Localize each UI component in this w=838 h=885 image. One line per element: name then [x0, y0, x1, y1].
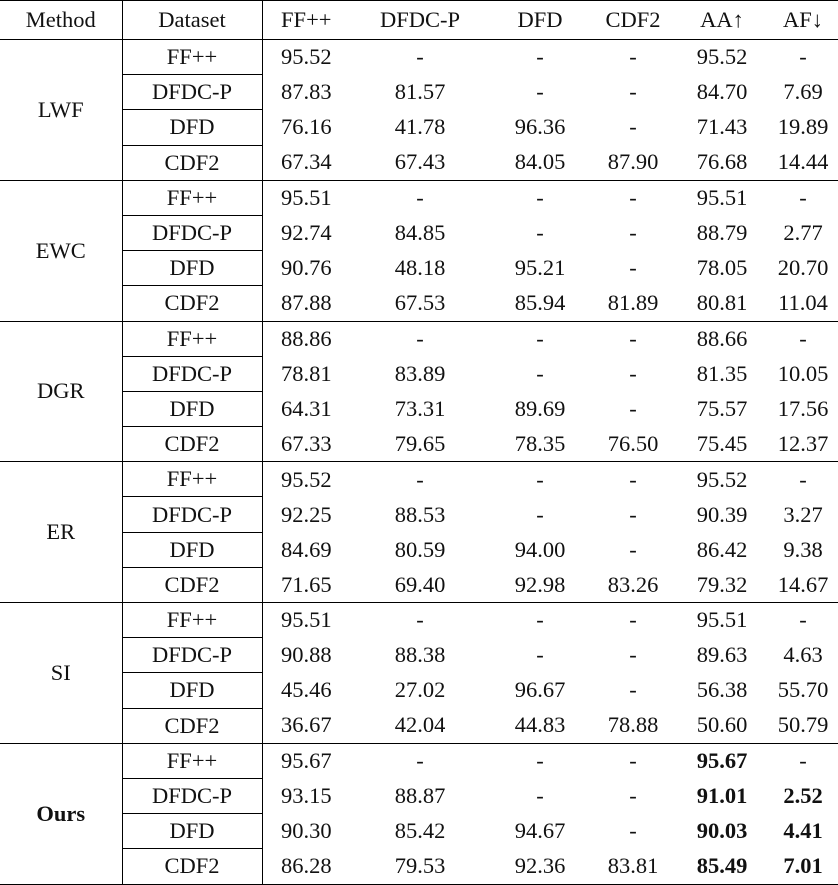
cell-cdf2: -	[629, 360, 637, 386]
cell-cdf2: -	[629, 642, 637, 668]
cell-aa: 75.57	[696, 395, 748, 421]
cell-dfd: 92.36	[514, 853, 566, 879]
dataset-cell: CDF2	[122, 708, 262, 743]
cell-dfdc-p: 84.85	[394, 220, 446, 246]
table-header	[0, 1, 838, 40]
table-row	[0, 673, 838, 708]
cell-ffpp: 95.51	[280, 607, 332, 633]
cell-dfd: -	[536, 642, 544, 668]
cell-af: 19.89	[777, 114, 829, 140]
dataset-cell: DFDC-P	[122, 778, 262, 813]
cell-af: 20.70	[777, 255, 829, 281]
header-dfd: DFD	[517, 7, 563, 32]
table-row	[0, 251, 838, 286]
method-group	[0, 603, 838, 744]
table-row	[0, 391, 838, 426]
cell-ffpp: 90.30	[280, 818, 332, 844]
cell-cdf2: 78.88	[607, 712, 659, 738]
header-row	[0, 1, 838, 40]
cell-ffpp: 93.15	[280, 783, 332, 809]
table-row	[0, 567, 838, 602]
table-row	[0, 497, 838, 532]
cell-dfdc-p: 27.02	[394, 677, 446, 703]
cell-dfd: -	[536, 360, 544, 386]
cell-ffpp: 88.86	[280, 325, 332, 351]
cell-dfd: 85.94	[514, 290, 566, 316]
table-row	[0, 40, 838, 75]
cell-af: 17.56	[777, 395, 829, 421]
cell-ffpp: 95.67	[280, 748, 332, 774]
cell-dfd: 44.83	[514, 712, 566, 738]
cell-aa: 90.39	[696, 501, 748, 527]
cell-dfdc-p: -	[416, 185, 424, 211]
cell-af: -	[799, 607, 807, 633]
dataset-cell: DFD	[122, 251, 262, 286]
cell-af: -	[799, 748, 807, 774]
cell-af: 4.41	[783, 818, 823, 844]
cell-af: 14.44	[777, 149, 829, 175]
header-ffpp: FF++	[281, 7, 332, 32]
dataset-cell: DFD	[122, 814, 262, 849]
cell-ffpp: 90.88	[280, 642, 332, 668]
table-row	[0, 321, 838, 356]
cell-dfdc-p: 83.89	[394, 360, 446, 386]
cell-cdf2: -	[629, 748, 637, 774]
dataset-cell: DFD	[122, 110, 262, 145]
cell-dfd: 96.36	[514, 114, 566, 140]
table-row	[0, 743, 838, 778]
cell-dfdc-p: 48.18	[394, 255, 446, 281]
table-row	[0, 180, 838, 215]
table-row	[0, 638, 838, 673]
cell-dfdc-p: 80.59	[394, 536, 446, 562]
cell-af: 11.04	[778, 290, 828, 316]
method-group	[0, 40, 838, 181]
method-group	[0, 743, 838, 884]
method-cell: EWC	[0, 180, 122, 321]
cell-aa: 91.01	[696, 783, 748, 809]
dataset-cell: FF++	[122, 462, 262, 497]
cell-cdf2: -	[629, 395, 637, 421]
dataset-cell: CDF2	[122, 427, 262, 462]
cell-cdf2: -	[629, 536, 637, 562]
table-row	[0, 462, 838, 497]
cell-ffpp: 95.52	[280, 44, 332, 70]
table-row	[0, 708, 838, 743]
dataset-cell: FF++	[122, 321, 262, 356]
cell-ffpp: 67.34	[280, 149, 332, 175]
cell-aa: 95.51	[696, 185, 748, 211]
cell-ffpp: 64.31	[280, 395, 332, 421]
method-group	[0, 321, 838, 462]
table-row	[0, 603, 838, 638]
cell-cdf2: -	[629, 44, 637, 70]
cell-aa: 79.32	[696, 571, 748, 597]
cell-af: -	[799, 185, 807, 211]
header-cdf2: CDF2	[605, 7, 661, 32]
dataset-cell: DFD	[122, 673, 262, 708]
cell-af: 12.37	[777, 430, 829, 456]
cell-aa: 88.79	[696, 220, 748, 246]
cell-af: 10.05	[777, 360, 829, 386]
cell-dfd: -	[536, 748, 544, 774]
cell-ffpp: 87.83	[280, 79, 332, 105]
cell-dfd: 92.98	[514, 571, 566, 597]
table-row	[0, 814, 838, 849]
cell-aa: 84.70	[696, 79, 748, 105]
table-row	[0, 110, 838, 145]
cell-dfd: -	[536, 783, 544, 809]
cell-af: 3.27	[783, 501, 823, 527]
dataset-cell: FF++	[122, 603, 262, 638]
header-dataset: Dataset	[122, 1, 262, 40]
cell-dfd: -	[536, 220, 544, 246]
table-row	[0, 849, 838, 884]
cell-ffpp: 92.25	[280, 501, 332, 527]
cell-dfd: 89.69	[514, 395, 566, 421]
cell-dfd: -	[536, 607, 544, 633]
cell-ffpp: 36.67	[280, 712, 332, 738]
table-row	[0, 356, 838, 391]
method-cell: LWF	[0, 40, 122, 181]
cell-aa: 50.60	[696, 712, 748, 738]
method-group	[0, 180, 838, 321]
cell-af: 2.52	[783, 783, 823, 809]
cell-cdf2: -	[629, 818, 637, 844]
dataset-cell: CDF2	[122, 567, 262, 602]
cell-dfdc-p: 79.65	[394, 430, 446, 456]
cell-af: 50.79	[777, 712, 829, 738]
cell-dfd: -	[536, 501, 544, 527]
table-row	[0, 532, 838, 567]
cell-aa: 76.68	[696, 149, 748, 175]
cell-aa: 95.67	[696, 748, 748, 774]
cell-ffpp: 95.52	[280, 466, 332, 492]
dataset-cell: DFDC-P	[122, 356, 262, 391]
cell-af: 14.67	[777, 571, 829, 597]
cell-cdf2: -	[629, 466, 637, 492]
dataset-cell: DFDC-P	[122, 75, 262, 110]
cell-dfd: 78.35	[514, 430, 566, 456]
cell-dfdc-p: 73.31	[394, 395, 446, 421]
cell-cdf2: -	[629, 79, 637, 105]
cell-cdf2: 81.89	[607, 290, 659, 316]
cell-aa: 95.52	[696, 44, 748, 70]
cell-dfdc-p: 79.53	[394, 853, 446, 879]
cell-dfd: 84.05	[514, 149, 566, 175]
cell-af: -	[799, 325, 807, 351]
cell-dfd: 96.67	[514, 677, 566, 703]
cell-dfdc-p: 69.40	[394, 571, 446, 597]
cell-ffpp: 86.28	[280, 853, 332, 879]
cell-cdf2: 76.50	[607, 430, 659, 456]
cell-dfdc-p: 88.38	[394, 642, 446, 668]
header-af: AF↓	[782, 7, 823, 32]
cell-aa: 78.05	[696, 255, 748, 281]
cell-ffpp: 76.16	[280, 114, 332, 140]
cell-dfd: 95.21	[514, 255, 566, 281]
cell-af: 7.69	[783, 79, 823, 105]
cell-ffpp: 45.46	[280, 677, 332, 703]
cell-af: 4.63	[783, 642, 823, 668]
cell-cdf2: -	[629, 501, 637, 527]
cell-af: 7.01	[783, 853, 823, 879]
cell-af: -	[799, 44, 807, 70]
header-dfdc-p: DFDC-P	[379, 7, 461, 32]
dataset-cell: CDF2	[122, 145, 262, 180]
cell-af: 9.38	[783, 536, 823, 562]
cell-ffpp: 78.81	[280, 360, 332, 386]
cell-cdf2: -	[629, 220, 637, 246]
dataset-cell: FF++	[122, 40, 262, 75]
cell-cdf2: 83.81	[607, 853, 659, 879]
cell-ffpp: 95.51	[280, 185, 332, 211]
cell-cdf2: -	[629, 677, 637, 703]
cell-dfdc-p: -	[416, 466, 424, 492]
table-row	[0, 778, 838, 813]
cell-aa: 81.35	[696, 360, 748, 386]
cell-aa: 75.45	[696, 430, 748, 456]
cell-aa: 89.63	[696, 642, 748, 668]
table-row	[0, 286, 838, 321]
cell-af: -	[799, 466, 807, 492]
method-cell: ER	[0, 462, 122, 603]
cell-dfd: -	[536, 185, 544, 211]
cell-aa: 95.51	[696, 607, 748, 633]
cell-ffpp: 92.74	[280, 220, 332, 246]
cell-aa: 90.03	[696, 818, 748, 844]
cell-af: 2.77	[783, 220, 823, 246]
cell-cdf2: -	[629, 783, 637, 809]
cell-dfdc-p: 41.78	[394, 114, 446, 140]
header-method: Method	[0, 1, 122, 40]
cell-ffpp: 67.33	[280, 430, 332, 456]
cell-dfdc-p: 81.57	[394, 79, 446, 105]
dataset-cell: DFD	[122, 532, 262, 567]
dataset-cell: DFDC-P	[122, 497, 262, 532]
cell-dfdc-p: -	[416, 607, 424, 633]
cell-cdf2: -	[629, 114, 637, 140]
cell-cdf2: -	[629, 185, 637, 211]
cell-aa: 88.66	[696, 325, 748, 351]
cell-aa: 95.52	[696, 466, 748, 492]
method-cell: Ours	[0, 743, 122, 884]
dataset-cell: FF++	[122, 180, 262, 215]
dataset-cell: DFDC-P	[122, 215, 262, 250]
method-group	[0, 462, 838, 603]
cell-ffpp: 87.88	[280, 290, 332, 316]
cell-dfd: -	[536, 325, 544, 351]
table-row	[0, 427, 838, 462]
cell-cdf2: -	[629, 325, 637, 351]
cell-af: 55.70	[777, 677, 829, 703]
cell-dfd: -	[536, 44, 544, 70]
table-row	[0, 215, 838, 250]
cell-dfdc-p: -	[416, 325, 424, 351]
cell-cdf2: 87.90	[607, 149, 659, 175]
method-cell: DGR	[0, 321, 122, 462]
cell-aa: 85.49	[696, 853, 748, 879]
cell-dfd: -	[536, 79, 544, 105]
cell-aa: 71.43	[696, 114, 748, 140]
table-row	[0, 145, 838, 180]
header-aa: AA↑	[700, 7, 744, 32]
cell-dfdc-p: -	[416, 748, 424, 774]
table-row	[0, 75, 838, 110]
dataset-cell: CDF2	[122, 849, 262, 884]
cell-cdf2: -	[629, 607, 637, 633]
cell-dfdc-p: 88.53	[394, 501, 446, 527]
cell-dfdc-p: 85.42	[394, 818, 446, 844]
cell-aa: 56.38	[696, 677, 748, 703]
cell-ffpp: 71.65	[280, 571, 332, 597]
cell-cdf2: 83.26	[607, 571, 659, 597]
method-cell: SI	[0, 603, 122, 744]
cell-dfdc-p: 88.87	[394, 783, 446, 809]
dataset-cell: CDF2	[122, 286, 262, 321]
cell-cdf2: -	[629, 255, 637, 281]
cell-dfdc-p: 67.53	[394, 290, 446, 316]
cell-dfd: 94.67	[514, 818, 566, 844]
cell-dfdc-p: 67.43	[394, 149, 446, 175]
dataset-cell: DFD	[122, 391, 262, 426]
cell-dfdc-p: 42.04	[394, 712, 446, 738]
cell-ffpp: 84.69	[280, 536, 332, 562]
dataset-cell: DFDC-P	[122, 638, 262, 673]
cell-aa: 86.42	[696, 536, 748, 562]
cell-dfdc-p: -	[416, 44, 424, 70]
dataset-cell: FF++	[122, 743, 262, 778]
cell-ffpp: 90.76	[280, 255, 332, 281]
cell-dfd: -	[536, 466, 544, 492]
cell-dfd: 94.00	[514, 536, 566, 562]
cell-aa: 80.81	[696, 290, 748, 316]
